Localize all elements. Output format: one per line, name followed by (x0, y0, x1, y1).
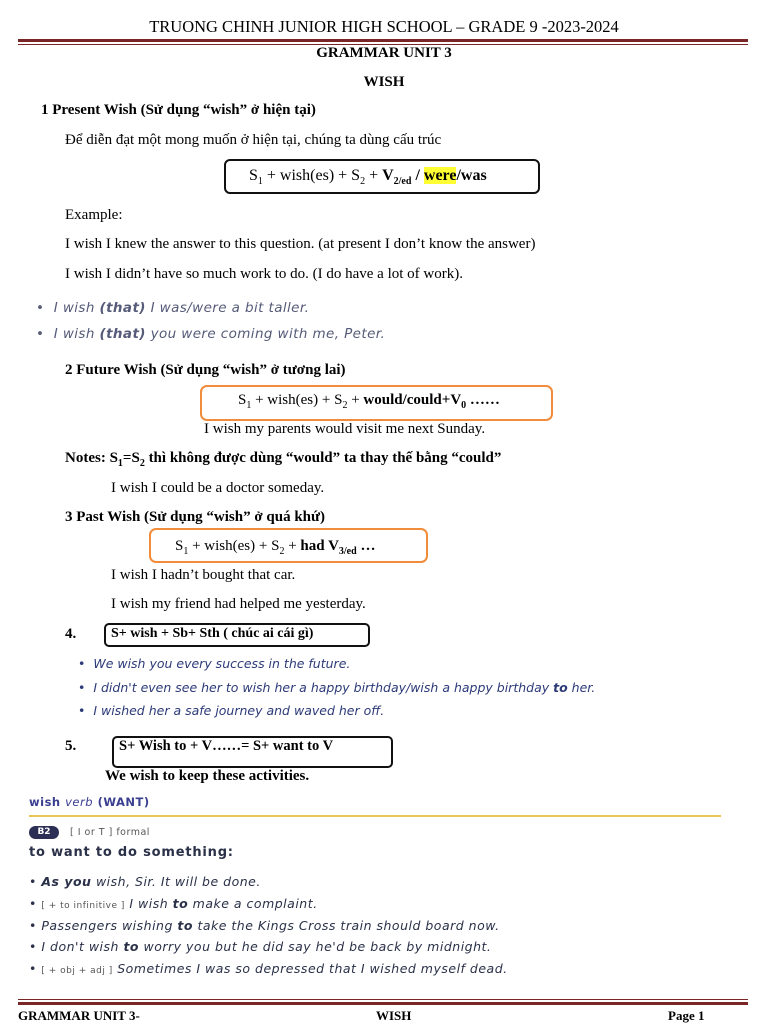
notes-example: I wish I could be a doctor someday. (111, 480, 325, 496)
dict-example-1: • As you wish, Sir. It will be done. (29, 874, 261, 889)
section3-example-1: I wish I hadn’t bought that car. (111, 567, 296, 583)
section4-example-3: • I wished her a safe journey and waved her off. (78, 703, 385, 718)
image-example-2: • I wish (that) you were coming with me, Peter. (36, 326, 386, 342)
section4-number: 4. (65, 626, 77, 642)
school-header: TRUONG CHINH JUNIOR HIGH SCHOOL – GRADE 9 -2023-2024 (149, 17, 619, 36)
section5-number: 5. (65, 738, 77, 754)
unit-title: GRAMMAR UNIT 3 (316, 45, 452, 61)
section1-heading: 1 Present Wish (Sử dụng “wish” ở hiện tại) (41, 102, 316, 118)
section4-example-1: • We wish you every success in the future. (78, 656, 351, 671)
bullet: • (78, 680, 94, 695)
bullet: • (36, 326, 54, 342)
section2-heading: 2 Future Wish (Sử dụng “wish” ở tương lai) (65, 362, 346, 378)
dict-example-4: • I don't wish to worry you but he did say he'd be back by midnight. (29, 939, 492, 954)
section3-heading: 3 Past Wish (Sử dụng “wish” ở quá khứ) (65, 509, 326, 525)
dict-example-2: • [ + to infinitive ] I wish to make a complaint. (29, 896, 318, 911)
footer-rule (18, 1002, 748, 1005)
footer-rule-thin (18, 999, 748, 1000)
section4-example-2: • I didn't even see her to wish her a happy birthday/wish a happy birthday to her. (78, 680, 596, 695)
dictionary-divider (29, 815, 721, 817)
section5-formula-text: S+ Wish to + V……= S+ want to V (119, 738, 334, 754)
example-label: Example: (65, 207, 123, 223)
header-rule (18, 39, 748, 42)
bullet: • (29, 918, 42, 933)
past-wish-formula-text: $S_1$ + wish(es) + $S_2$ + had $V_{3/ed}$ … (175, 538, 376, 557)
section1-example-1: I wish I knew the answer to this question. (at present I don’t know the answer) (65, 236, 536, 252)
level-badge: B2 (29, 826, 59, 839)
definition: to want to do something: (29, 845, 234, 860)
dict-example-3: • Passengers wishing to take the Kings Cross train should board now. (29, 918, 500, 933)
present-wish-formula-text: $S_1$ + wish(es) + $S_2 + V_{2/ed}$ / were/was (249, 167, 487, 188)
notes: Notes: $S_1=S_2$ thì không được dùng “would” ta thay thế bằng “could” (65, 450, 502, 469)
bullet: • (29, 939, 42, 954)
section2-example: I wish my parents would visit me next Sunday. (204, 421, 486, 437)
footer-right: Page 1 (668, 1008, 705, 1023)
bullet: • (78, 703, 94, 718)
section1-example-2: I wish I didn’t have so much work to do. (I do have a lot of work). (65, 266, 463, 282)
bullet: • (78, 656, 94, 671)
future-wish-formula-text: $S_1$ + wish(es) + $S_2$ + would/$could+V_0$ …… (238, 392, 500, 411)
bullet: • (29, 874, 42, 889)
section5-example: We wish to keep these activities. (105, 768, 310, 784)
dictionary-entry-header: wish verb (WANT) (29, 795, 150, 809)
grammar-tag: [ I or T ] formal (70, 827, 150, 838)
bullet: • (29, 961, 42, 976)
section1-intro: Để diễn đạt một mong muốn ở hiện tại, chúng ta dùng cấu trúc (65, 132, 442, 148)
footer-center: WISH (376, 1008, 412, 1023)
image-example-1: • I wish (that) I was/were a bit taller. (36, 300, 310, 316)
section4-formula-text: S+ wish + Sb+ Sth ( chúc ai cái gì) (111, 626, 314, 641)
bullet: • (36, 300, 54, 316)
were-highlight: were (423, 167, 457, 184)
section3-example-2: I wish my friend had helped me yesterday. (111, 596, 366, 612)
footer-left: GRAMMAR UNIT 3- (18, 1008, 140, 1023)
dict-example-5: • [ + obj + adj ] Sometimes I was so depressed that I wished myself dead. (29, 961, 508, 976)
topic-title: WISH (363, 74, 405, 90)
bullet: • (29, 896, 42, 911)
